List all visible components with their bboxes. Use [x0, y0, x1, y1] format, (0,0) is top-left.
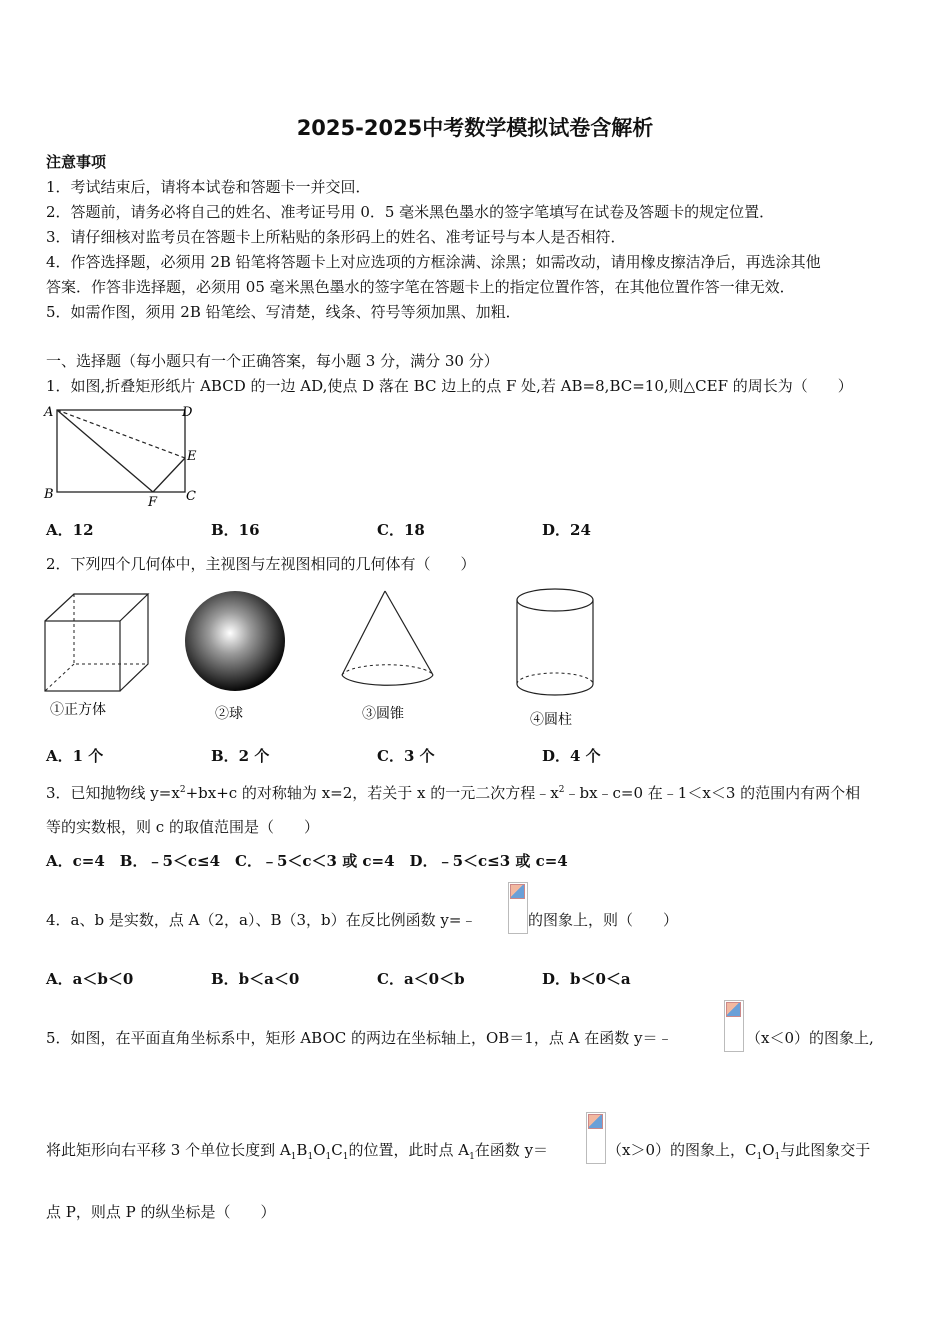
caption-cube: ①正方体 [50, 702, 106, 718]
notice-line-3: 3．请仔细核对监考员在答题卡上所粘贴的条形码上的姓名、准考证号与本人是否相符． [46, 228, 626, 246]
q5-line-2-end: （x＞0）的图象上，$C_1O_1$与此图象交于 [607, 1141, 871, 1162]
label-b: B [44, 487, 54, 502]
caption-sphere: ②球 [215, 706, 243, 722]
cone-figure [342, 591, 433, 685]
cube-figure [45, 594, 148, 691]
label-f: F [148, 495, 158, 510]
q1-figure [40, 402, 210, 512]
q5-formula-image-1 [724, 1000, 744, 1052]
q2-text: 2．下列四个几何体中，主视图与左视图相同的几何体有（ ） [46, 555, 476, 573]
notice-line-6: 5．如需作图，须用 2B 铅笔绘、写清楚，线条、符号等须加黑、加粗． [46, 303, 521, 321]
broken-image-icon [510, 884, 525, 899]
q4-option-c: C．a＜0＜b [377, 970, 465, 988]
caption-cone: ③圆锥 [362, 706, 404, 722]
q3-options: A．c=4 B．﹣5＜c≤4 C．﹣5＜c＜3 或 c=4 D．﹣5＜c≤3 或 c=4 [46, 852, 568, 870]
q2-option-a: A．1 个 [46, 747, 104, 765]
section-heading: 一、选择题（每小题只有一个正确答案，每小题 3 分，满分 30 分） [46, 352, 499, 370]
notice-line-1: 1．考试结束后，请将本试卷和答题卡一并交回． [46, 178, 371, 196]
broken-image-icon [726, 1002, 741, 1017]
q2-option-d: D．4 个 [542, 747, 601, 765]
q4-formula-image [508, 882, 528, 934]
q1-option-b: B．16 [211, 521, 260, 539]
notice-line-4: 4．作答选择题，必须用 2B 铅笔将答题卡上对应选项的方框涂满、涂黑；如需改动，请用橡皮擦洁净后，再选涂其他 [46, 253, 821, 271]
q5-line-1-end: （x＜0）的图象上, [746, 1029, 874, 1047]
q5-line-1: 5．如图，在平面直角坐标系中，矩形 ABOC 的两边在坐标轴上，OB＝1，点 A 在函数 y＝﹣ [46, 1029, 673, 1047]
q4-option-b: B．b＜a＜0 [211, 970, 300, 988]
q5-line-2: 将此矩形向右平移 3 个单位长度到 $A_1B_1O_1C_1$的位置，此时点 $A_1$在函数 y＝ [46, 1141, 549, 1162]
notice-line-5: 答案．作答非选择题，必须用 05 毫米黑色墨水的签字笔在答题卡上的指定位置作答，在其他位置作答一律无效． [46, 278, 795, 296]
q2-option-c: C．3 个 [377, 747, 435, 765]
q1-option-c: C．18 [377, 521, 425, 539]
label-e: E [187, 449, 197, 464]
broken-image-icon [588, 1114, 603, 1129]
q1-text: 1．如图,折叠矩形纸片 ABCD 的一边 AD,使点 D 落在 BC 边上的点 F 处,若 AB=8,BC=10,则△CEF 的周长为（ ） [46, 377, 853, 395]
notice-line-2: 2．答题前，请务必将自己的姓名、准考证号用 0．5 毫米黑色墨水的签字笔填写在试卷及答题卡的规定位置． [46, 203, 775, 221]
notice-heading: 注意事项 [46, 153, 107, 171]
fold-line-ae [57, 410, 185, 458]
segment-af [57, 410, 153, 492]
label-d: D [182, 405, 193, 420]
label-a: A [44, 405, 54, 420]
q5-line-3: 点 P，则点 P 的纵坐标是（ ） [46, 1203, 276, 1221]
segment-fe [153, 458, 185, 492]
page-title: 2025-2025中考数学模拟试卷含解析 [296, 116, 654, 140]
q1-option-a: A．12 [46, 521, 94, 539]
q2-option-b: B．2 个 [211, 747, 270, 765]
rectangle-abcd [57, 410, 185, 492]
cylinder-figure [517, 589, 593, 695]
q3-line-1: 3．已知抛物线 $y=x^2+bx+c$ 的对称轴为 x=2，若关于 x 的一元二次方程$﹣x^2﹣bx﹣c=0$ 在﹣1＜x＜3 的范围内有两个相 [46, 784, 861, 802]
q2-figures [40, 586, 610, 734]
sphere-figure [185, 591, 285, 691]
q4-text-end: 的图象上，则（ ） [528, 911, 679, 929]
caption-cylinder: ④圆柱 [530, 712, 572, 728]
q1-option-d: D．24 [542, 521, 591, 539]
q3-line-2: 等的实数根，则 c 的取值范围是（ ） [46, 818, 319, 836]
q4-option-d: D．b＜0＜a [542, 970, 631, 988]
q4-option-a: A．a＜b＜0 [46, 970, 134, 988]
q4-text: 4．a、b 是实数，点 A（2，a）、B（3，b）在反比例函数 y=﹣ [46, 911, 477, 929]
q5-formula-image-2 [586, 1112, 606, 1164]
label-c: C [186, 489, 196, 504]
